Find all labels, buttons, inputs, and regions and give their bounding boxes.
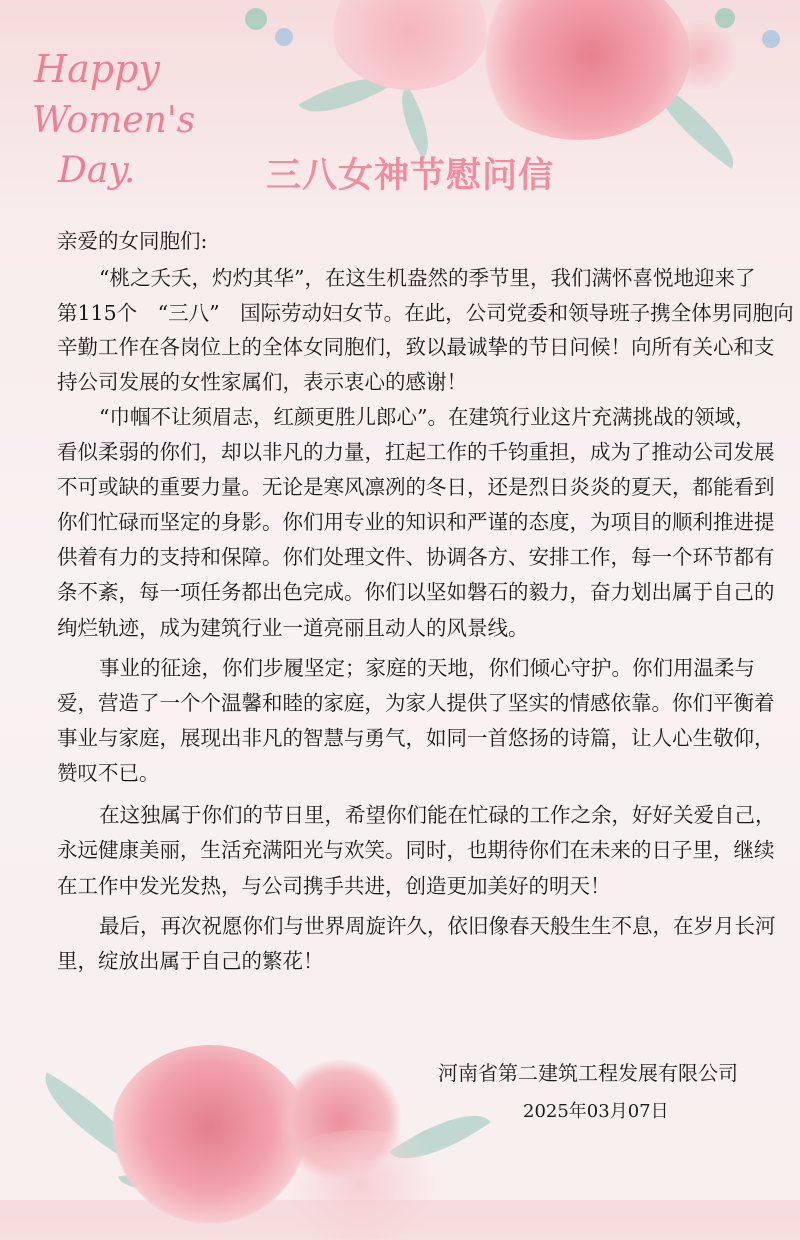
letter-line: 事业与家庭，展现出非凡的智慧与勇气，如同一首悠扬的诗篇，让人心生敬仰， xyxy=(57,726,775,750)
signature-date: 2025年03月07日 xyxy=(523,1101,669,1122)
signature-company: 河南省第二建筑工程发展有限公司 xyxy=(438,1061,738,1085)
svg-text:Happy: Happy xyxy=(34,47,160,91)
letter-line: 在工作中发光发热，与公司携手共进，创造更加美好的明天！ xyxy=(57,874,611,898)
letter-line: “巾帼不让须眉志，红颜更胜儿郎心”。在建筑行业这片充满挑战的领域， xyxy=(99,405,756,429)
svg-text:Day.: Day. xyxy=(58,150,136,191)
letter-line: 持公司发展的女性家属们，表示衷心的感谢！ xyxy=(57,370,467,394)
letter-line: 第115个 “三八” 国际劳动妇女节。在此，公司党委和领导班子携全体男同胞向 xyxy=(57,301,794,325)
letter-line: 永远健康美丽，生活充满阳光与欢笑。同时，也期待你们在未来的日子里，继续 xyxy=(57,838,775,862)
greeting: 亲爱的女同胞们: xyxy=(57,229,208,253)
letter-line: 赞叹不已。 xyxy=(57,761,160,785)
letter-line: 辛勤工作在各岗位上的全体女同胞们，致以最诚挚的节日问候！向所有关心和支 xyxy=(57,335,775,359)
letter-line: 你们忙碌而坚定的身影。你们用专业的知识和严谨的态度，为项目的顺利推进提 xyxy=(57,510,775,534)
letter-line: “桃之夭夭，灼灼其华”，在这生机盎然的季节里，我们满怀喜悦地迎来了 xyxy=(99,266,756,290)
letter-line: 爱，营造了一个个温馨和睦的家庭，为家人提供了坚实的情感依靠。你们平衡着 xyxy=(57,691,775,715)
page-title: 三八女神节慰问信 xyxy=(265,156,554,196)
letter-line: 供着有力的支持和保障。你们处理文件、协调各方、安排工作，每一个环节都有 xyxy=(57,545,775,569)
letter-line: 绚烂轨迹，成为建筑行业一道亮丽且动人的风景线。 xyxy=(57,616,529,640)
letter-line: 不可或缺的重要力量。无论是寒风凛冽的冬日，还是烈日炎炎的夏天，都能看到 xyxy=(57,475,775,499)
letter-line: 事业的征途，你们步履坚定；家庭的天地，你们倾心守护。你们用温柔与 xyxy=(99,656,755,680)
letter-line: 里，绽放出属于自己的繁花！ xyxy=(57,949,324,973)
letter-line: 看似柔弱的你们，却以非凡的力量，扛起工作的千钧重担，成为了推动公司发展 xyxy=(57,440,775,464)
letter-line: 在这独属于你们的节日里，希望你们能在忙碌的工作之余，好好关爱自己， xyxy=(99,803,776,827)
letter-line: 条不紊，每一项任务都出色完成。你们以坚如磐石的毅力，奋力划出属于自己的 xyxy=(57,580,775,604)
letter-line: 最后，再次祝愿你们与世界周旋许久，依旧像春天般生生不息，在岁月长河 xyxy=(99,914,776,938)
svg-text:Women's: Women's xyxy=(32,100,196,141)
